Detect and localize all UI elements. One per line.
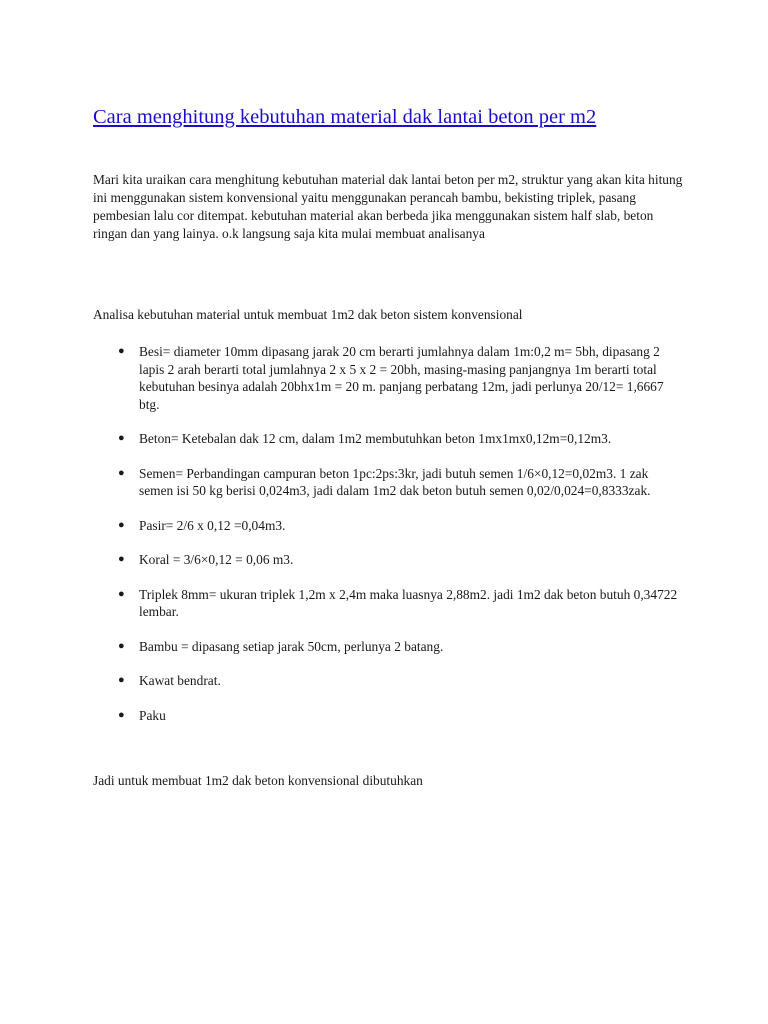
list-item-besi (118, 343, 678, 413)
list-item-text: Bambu = dipasang setiap jarak 50cm, perlunya 2 batang. (139, 638, 444, 654)
list-item-text: Besi= diameter 10mm dipasang jarak 20 cm berarti jumlahnya dalam 1m:0,2 m= 5bh, dipasang 2 lapis 2 arah berarti total jumlahnya 2 x 5 x 2 = 20bh, masing-masing panjangnya 1m berarti total kebutuhan besinya adalah 20bhx1m = 20 m. panjang perbatang 12m, jadi perlunya 20/12= 1,6667 btg. (139, 344, 664, 412)
bullet-icon: ● (118, 466, 125, 479)
bullet-icon: ● (118, 345, 125, 357)
list-item-triplek (118, 586, 678, 621)
list-item-bambu (118, 638, 678, 656)
intro-paragraph: Mari kita uraikan cara menghitung kebutuhan material dak lantai beton per m2, struktur yang akan kita hitung ini menggunakan sistem konvensional yaitu menggunakan perancah bambu, bekisting triplek, pasang pembesian lalu cor ditempat. kebutuhan material akan berbeda jika menggunakan sistem half slab, beton ringan dan yang lainya. o.k langsung saja kita mulai membuat analisanya (93, 172, 683, 241)
list-item-text: Kawat bendrat. (139, 673, 221, 688)
analysis-heading: Analisa kebutuhan material untuk membuat 1m2 dak beton sistem konvensional (93, 307, 523, 322)
bullet-icon: ● (118, 587, 125, 600)
list-item-text: Semen= Perbandingan campuran beton 1pc:2ps:3kr, jadi butuh semen 1/6×0,12=0,02m3. 1 zak semen isi 50 kg berisi 0,024m3, jadi dalam 1m2 dak beton butuh semen 0,02/0,024=0,8333zak. (139, 465, 651, 498)
article-title (93, 104, 683, 130)
list-item-text: Paku (139, 707, 166, 723)
list-item-text: Pasir= 2/6 x 0,12 =0,04m3. (139, 517, 286, 533)
list-item-text: Beton= Ketebalan dak 12 cm, dalam 1m2 membutuhkan beton 1mx1mx0,12m=0,12m3. (139, 431, 612, 446)
bullet-icon: ● (118, 432, 125, 444)
material-list (118, 343, 678, 741)
list-item-beton (118, 430, 678, 448)
list-item-semen (118, 465, 678, 500)
list-item-paku (118, 707, 678, 725)
bullet-icon: ● (118, 674, 125, 686)
list-item-pasir (118, 517, 678, 535)
list-item-text: Koral = 3/6×0,12 = 0,06 m3. (139, 552, 294, 567)
list-item-text: Triplek 8mm= ukuran triplek 1,2m x 2,4m maka luasnya 2,88m2. jadi 1m2 dak beton butuh 0,34722 lembar. (139, 586, 678, 619)
list-item-koral (118, 551, 678, 569)
bullet-icon: ● (118, 639, 125, 652)
bullet-icon: ● (118, 708, 125, 721)
conclusion-paragraph: Jadi untuk membuat 1m2 dak beton konvensional dibutuhkan (93, 773, 423, 788)
list-item-kawat (118, 672, 678, 690)
bullet-icon: ● (118, 553, 125, 565)
bullet-icon: ● (118, 518, 125, 531)
article-title-link[interactable]: Cara menghitung kebutuhan material dak lantai beton per m2 (93, 106, 597, 128)
